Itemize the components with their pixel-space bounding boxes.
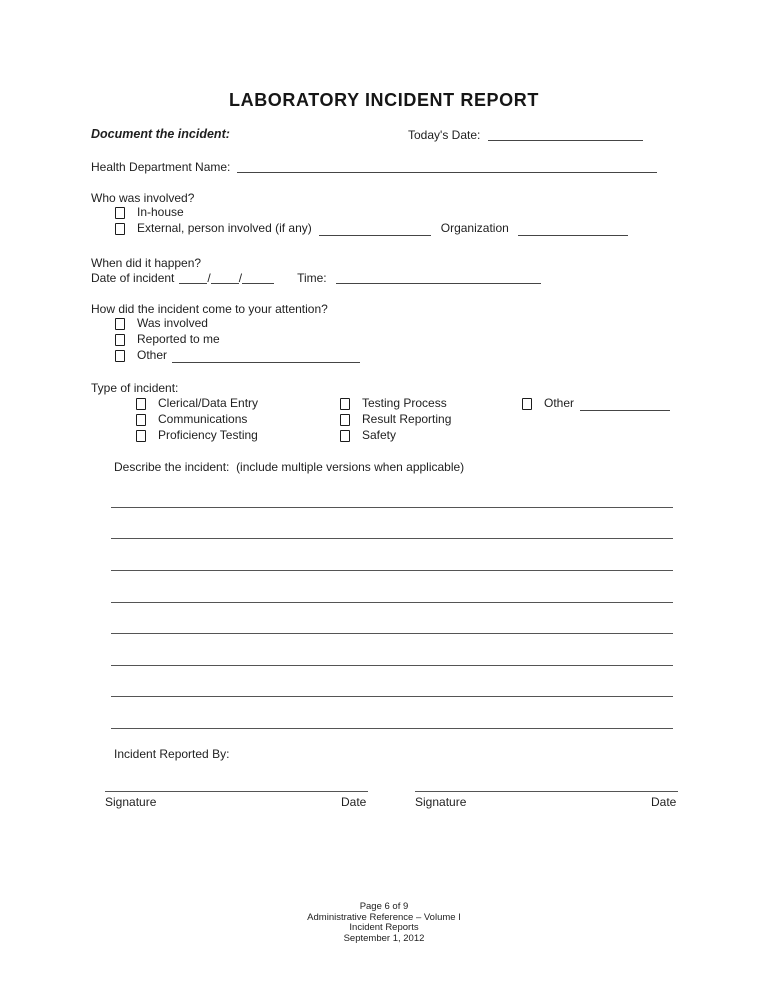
health-department-label: Health Department Name: — [91, 160, 231, 174]
date-of-incident-label: Date of incident — [91, 271, 175, 285]
in-house-label: In-house — [137, 205, 184, 219]
checkbox-other-attention[interactable] — [115, 350, 125, 362]
todays-date-label: Today's Date: — [408, 128, 481, 142]
checkbox-clerical-data-entry[interactable] — [136, 398, 146, 410]
describe-line-8[interactable] — [111, 728, 673, 729]
other-attention-field[interactable] — [172, 350, 360, 363]
date-slash-2: / — [238, 271, 243, 285]
other-attention-label: Other — [137, 348, 168, 362]
signature-date-line-left[interactable] — [105, 791, 368, 792]
organization-field[interactable] — [518, 223, 628, 236]
checkbox-reported-to-me[interactable] — [115, 334, 125, 346]
signature-date-line-right[interactable] — [415, 791, 678, 792]
reported-to-me-label: Reported to me — [137, 332, 220, 346]
date-slash-1: / — [207, 271, 211, 285]
proficiency-testing-label: Proficiency Testing — [158, 428, 258, 442]
time-label: Time: — [297, 271, 327, 285]
signature-label-left: Signature — [105, 795, 157, 809]
clerical-data-entry-label: Clerical/Data Entry — [158, 396, 259, 410]
was-involved-label: Was involved — [137, 316, 208, 330]
page-title: LABORATORY INCIDENT REPORT — [229, 90, 539, 110]
safety-label: Safety — [362, 428, 397, 442]
who-involved-question: Who was involved? — [91, 191, 195, 205]
organization-label: Organization — [440, 221, 509, 235]
describe-incident-label: Describe the incident: (include multiple versions when applicable) — [114, 460, 465, 474]
incident-date-day-field[interactable] — [211, 271, 239, 284]
footer-section: Incident Reports — [349, 922, 419, 933]
page-footer — [0, 902, 768, 944]
footer-date: September 1, 2012 — [343, 932, 425, 944]
testing-process-label: Testing Process — [362, 396, 447, 410]
incident-date-year-field[interactable] — [242, 271, 274, 284]
checkbox-in-house[interactable] — [115, 207, 125, 219]
other-type-field[interactable] — [580, 398, 670, 411]
describe-line-7[interactable] — [111, 696, 673, 697]
other-type-label: Other — [544, 396, 575, 410]
external-label: External, person involved (if any) — [137, 221, 312, 235]
todays-date-field[interactable] — [488, 128, 643, 141]
health-department-field[interactable] — [237, 160, 657, 173]
checkbox-was-involved[interactable] — [115, 318, 125, 330]
describe-line-1[interactable] — [111, 507, 673, 508]
describe-line-4[interactable] — [111, 602, 673, 603]
checkbox-testing-process[interactable] — [340, 398, 350, 410]
describe-line-6[interactable] — [111, 665, 673, 666]
time-field[interactable] — [336, 271, 541, 284]
checkbox-external[interactable] — [115, 223, 125, 235]
checkbox-result-reporting[interactable] — [340, 414, 350, 426]
describe-line-2[interactable] — [111, 538, 673, 539]
date-label-left: Date — [341, 795, 367, 809]
checkbox-other-type[interactable] — [522, 398, 532, 410]
when-question: When did it happen? — [91, 256, 202, 270]
communications-label: Communications — [158, 412, 248, 426]
signature-label-right: Signature — [415, 795, 467, 809]
date-label-right: Date — [651, 795, 677, 809]
incident-date-month-field[interactable] — [179, 271, 207, 284]
external-person-field[interactable] — [319, 223, 431, 236]
describe-line-5[interactable] — [111, 633, 673, 634]
incident-reported-by-label: Incident Reported By: — [114, 747, 230, 761]
attention-question: How did the incident come to your attention? — [91, 302, 328, 316]
checkbox-safety[interactable] — [340, 430, 350, 442]
footer-page-number: Page 6 of 9 — [359, 901, 409, 912]
checkbox-communications[interactable] — [136, 414, 146, 426]
describe-line-3[interactable] — [111, 570, 673, 571]
document-incident-label: Document the incident: — [91, 127, 230, 141]
footer-reference: Administrative Reference – Volume I — [307, 911, 461, 923]
type-of-incident-label: Type of incident: — [91, 381, 179, 395]
result-reporting-label: Result Reporting — [362, 412, 452, 426]
checkbox-proficiency-testing[interactable] — [136, 430, 146, 442]
